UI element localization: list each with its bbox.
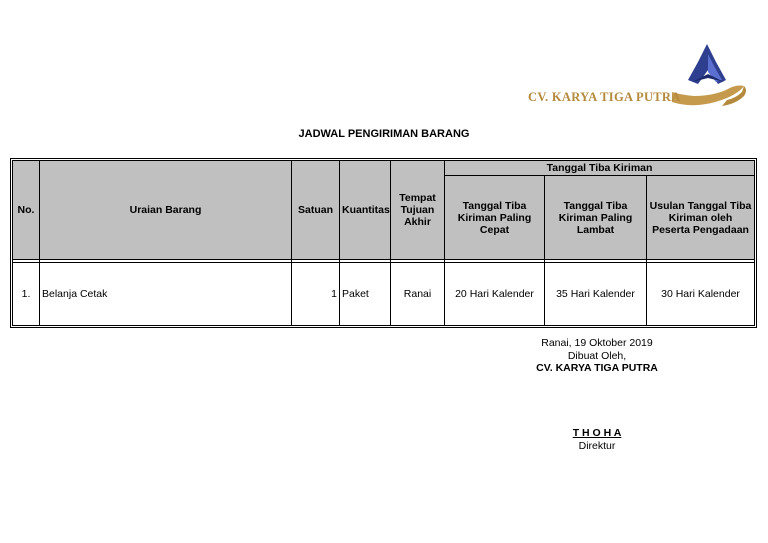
cell-uraian: Belanja Cetak [40, 263, 292, 326]
header-kuantitas: Kuantitas [340, 161, 391, 260]
header-usulan: Usulan Tanggal Tiba Kiriman oleh Peserta Pengadaan [647, 176, 755, 260]
header-cepat: Tanggal Tiba Kiriman Paling Cepat [445, 176, 545, 260]
header-uraian: Uraian Barang [40, 161, 292, 260]
cell-lambat: 35 Hari Kalender [545, 263, 647, 326]
header-tujuan: Tempat Tujuan Akhir [391, 161, 445, 260]
table-row [13, 263, 755, 326]
header-lambat: Tanggal Tiba Kiriman Paling Lambat [545, 176, 647, 260]
signature-name: T H O H A [572, 427, 622, 439]
company-logo-text: CV. KARYA TIGA PUTRA [528, 90, 681, 104]
signature-place-date: Ranai, 19 Oktober 2019 [541, 337, 653, 349]
cell-cepat: 20 Hari Kalender [445, 263, 545, 326]
cell-tujuan: Ranai [391, 263, 445, 326]
header-satuan: Satuan [292, 161, 340, 260]
cell-kuantitas: Paket [340, 263, 391, 326]
cell-satuan: 1 [292, 263, 340, 326]
signature-company: CV. KARYA TIGA PUTRA [536, 362, 658, 374]
header-group-tanggal: Tanggal Tiba Kiriman [445, 161, 755, 176]
cell-no: 1. [13, 263, 40, 326]
delivery-schedule-table [12, 160, 755, 326]
page-title: JADWAL PENGIRIMAN BARANG [298, 128, 470, 140]
header-no: No. [13, 161, 40, 260]
cell-usulan: 30 Hari Kalender [647, 263, 755, 326]
signature-made-by: Dibuat Oleh, [567, 350, 627, 362]
signature-position: Direktur [578, 440, 616, 452]
